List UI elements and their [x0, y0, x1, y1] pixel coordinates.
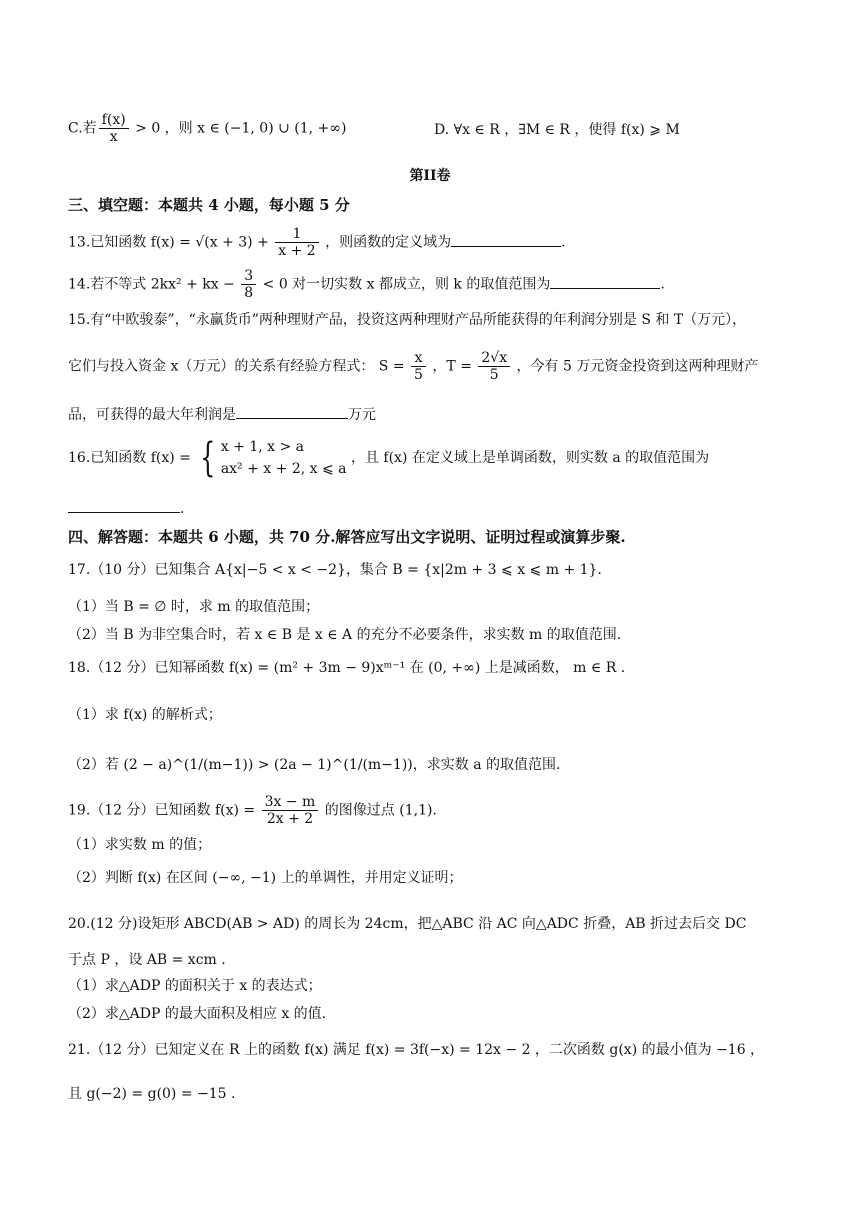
question-21-stem2: 且 g(−2) = g(0) = −15 . [68, 1086, 236, 1102]
question-17-stem: 17.（10 分）已知集合 A{x|−5 < x < −2}，集合 B = {x|2m + 3 ⩽ x ⩽ m + 1}. [68, 562, 602, 578]
option-c-rest: > 0 ，则 x ∈ (−1, 0) ∪ (1, +∞) [130, 120, 347, 137]
section-title: 第II卷 [409, 168, 451, 184]
question-21-stem: 21.（12 分）已知定义在 R 上的函数 f(x) 满足 f(x) = 3f(−x) = 12x − 2 ，二次函数 g(x) 的最小值为 −16 ， [68, 1042, 765, 1058]
q14-answer-blank[interactable] [550, 274, 660, 289]
q15-answer-blank[interactable] [236, 404, 348, 419]
part3-heading: 三、填空题：本题共 4 小题，每小题 5 分 [68, 196, 350, 214]
question-19-part1: （1）求实数 m 的值； [68, 837, 212, 853]
question-18-part1: （1）求 f(x) 的解析式； [68, 707, 222, 723]
q13-fraction: $\frac{1}{x + 2}$ [275, 226, 318, 259]
question-15-line1: 15.有“中欧骏泰”，“永赢货币”两种理财产品，投资这两种理财产品所能获得的年利润分别是 S 和 T（万元）， [68, 312, 747, 328]
option-d: D. ∀x ∈ R ，∃M ∈ R ，使得 f(x) ⩾ M [434, 122, 680, 138]
question-18-part2: （2）若 (2 − a)^(1/(m−1)) > (2a − 1)^(1/(m−1))，求实数 a 的取值范围. [68, 757, 561, 773]
question-20-stem: 20.(12 分)设矩形 ABCD(AB > AD) 的周长为 24cm，把△ABC 沿 AC 向△ADC 折叠，AB 折过去后交 DC [68, 916, 747, 932]
q15-s-fraction: $\frac{x}{5}$ [411, 350, 426, 383]
question-17-part1: （1）当 B = ∅ 时，求 m 的取值范围； [68, 599, 320, 615]
question-18-stem: 18.（12 分）已知幂函数 f(x) = (m² + 3m − 9)xᵐ⁻¹ 在 (0, +∞) 上是减函数， m ∈ R . [68, 660, 626, 676]
question-15-line2: 它们与投入资金 x（万元）的关系有经验方程式： S = $\frac{x}{5}$ ，T = $\frac{2√x}{5}$ ，今有 5 万元资金投资到这两种理财产 [68, 350, 759, 383]
q19-fraction: $\frac{3x - m}{2x + 2}$ [262, 794, 319, 827]
part4-heading: 四、解答题：本题共 6 小题，共 70 分.解答应写出文字说明、证明过程或演算步聚. [68, 528, 626, 546]
option-c-prefix: C.若 [68, 120, 97, 137]
question-14: 14.若不等式 2kx² + kx − $\frac{3}{8}$ < 0 对一切实数 x 都成立，则 k 的取值范围为 . [68, 268, 665, 301]
question-13: 13.已知函数 f(x) = √(x + 3) + $\frac{1}{x + 2}$ ，则函数的定义域为 . [68, 226, 566, 259]
question-17-part2: （2）当 B 为非空集合时，若 x ∈ B 是 x ∈ A 的充分不必要条件，求实数 m 的取值范围. [68, 627, 622, 643]
question-19-stem: 19.（12 分）已知函数 f(x) = $\frac{3x - m}{2x + 2}$ 的图像过点 (1,1). [68, 794, 437, 827]
question-20-stem2: 于点 P ，设 AB = xcm . [68, 952, 226, 968]
left-brace-icon: { [200, 435, 216, 481]
question-20-part1: （1）求△ADP 的面积关于 x 的表达式； [68, 978, 322, 994]
question-16-blank-line: . [68, 498, 184, 519]
question-15-line3: 品，可获得的最大年利润是 万元 [68, 404, 376, 425]
option-c [68, 112, 346, 145]
q13-answer-blank[interactable] [451, 232, 561, 247]
q14-fraction: $\frac{3}{8}$ [241, 268, 256, 301]
question-19-part2: （2）判断 f(x) 在区间 (−∞, −1) 上的单调性，并用定义证明； [68, 870, 463, 886]
q15-t-fraction: $\frac{2√x}{5}$ [478, 350, 510, 383]
q16-answer-blank[interactable] [68, 498, 180, 513]
option-c-fraction: $\frac{f(x)}{x}$ [99, 112, 129, 145]
question-20-part2: （2）求△ADP 的最大面积及相应 x 的值. [68, 1006, 327, 1022]
q16-piecewise: x + 1, x > a ax² + x + 2, x ⩽ a [220, 439, 347, 477]
question-16: 16.已知函数 f(x) = { x + 1, x > a ax² + x + 2, x ⩽ a ，且 f(x) 在定义域上是单调函数，则实数 a 的取值范围为 [68, 435, 710, 481]
